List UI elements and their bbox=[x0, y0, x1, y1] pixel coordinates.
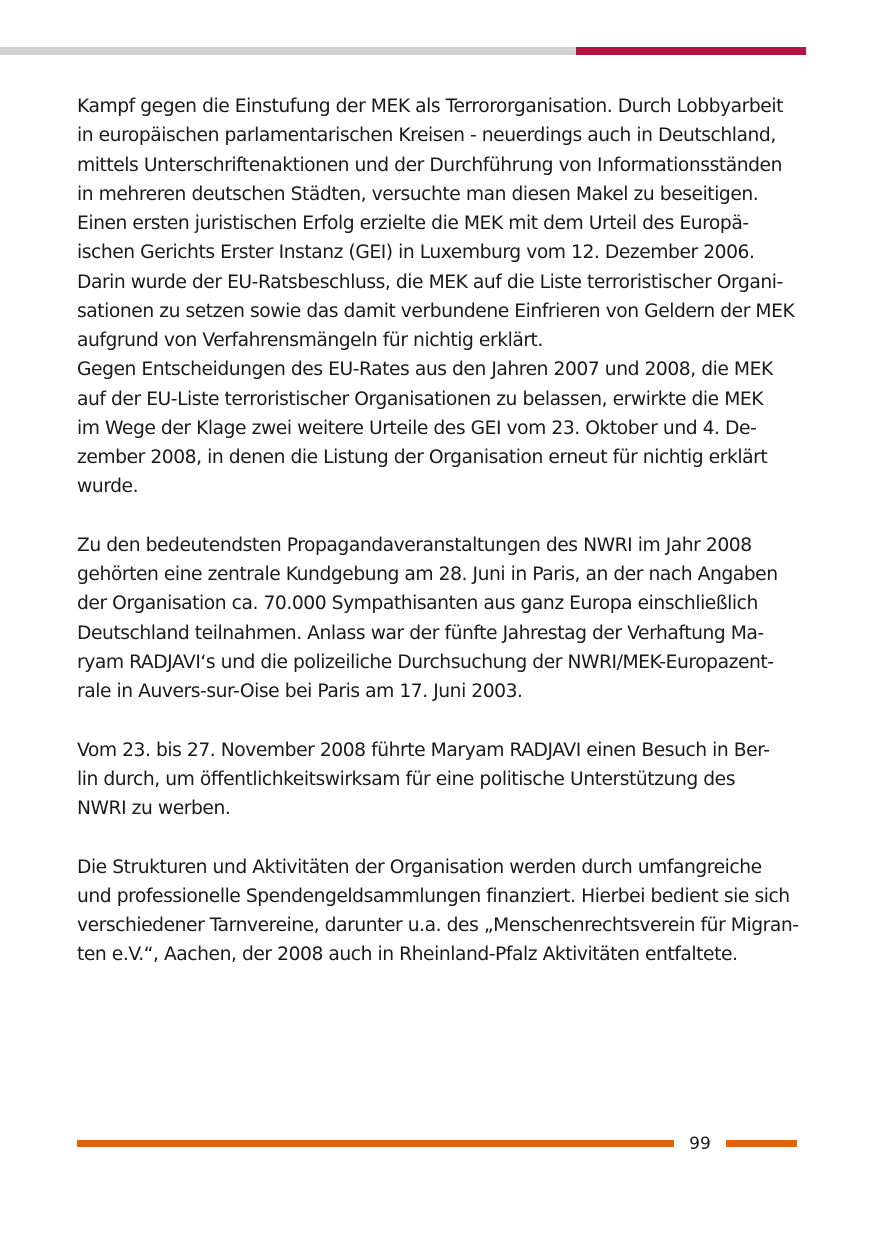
paragraph-spacer bbox=[77, 823, 807, 852]
paragraph-mek-terror-listing bbox=[77, 92, 807, 502]
text-line: zember 2008, in denen die Listung der Organisation erneut für nichtig erklärt bbox=[77, 447, 768, 468]
text-line: lin durch, um öffentlichkeitswirksam für eine politische Unterstützung des bbox=[77, 768, 735, 790]
header-rule-gray bbox=[0, 47, 576, 55]
paragraph-nwri-rally bbox=[77, 531, 807, 707]
paragraph-berlin-visit bbox=[77, 736, 807, 824]
text-line: wurde. bbox=[77, 476, 139, 498]
text-line: Die Strukturen und Aktivitäten der Organisation werden durch umfangreiche bbox=[77, 856, 762, 878]
paragraph-spacer bbox=[77, 502, 807, 531]
text-line: ischen Gerichts Erster Instanz (GEI) in Luxemburg vom 12. Dezember 2006. bbox=[77, 242, 755, 264]
footer-rule-right bbox=[726, 1140, 797, 1147]
text-line: in mehreren deutschen Städten, versuchte man diesen Makel zu beseitigen. bbox=[77, 183, 759, 205]
text-line: in europäischen parlamentarischen Kreisen - neuerdings auch in Deutschland, bbox=[77, 125, 776, 147]
text-line: sationen zu setzen sowie das damit verbundene Einfrieren von Geldern der MEK bbox=[77, 300, 795, 322]
text-line: verschiedener Tarnvereine, darunter u.a. des „Menschenrechtsverein für Migran- bbox=[77, 915, 799, 936]
text-line: Einen ersten juristischen Erfolg erzielte die MEK mit dem Urteil des Europä- bbox=[77, 213, 749, 234]
text-line: Darin wurde der EU-Ratsbeschluss, die MEK auf die Liste terroristischer Organi- bbox=[77, 271, 783, 293]
text-line: im Wege der Klage zwei weitere Urteile des GEI vom 23. Oktober und 4. De- bbox=[77, 417, 757, 439]
text-line: ten e.V.“, Aachen, der 2008 auch in Rheinland-Pfalz Aktivitäten entfaltete. bbox=[77, 944, 738, 966]
text-line: Zu den bedeutendsten Propagandaveranstaltungen des NWRI im Jahr 2008 bbox=[77, 534, 752, 556]
text-line: der Organisation ca. 70.000 Sympathisanten aus ganz Europa einschließlich bbox=[77, 593, 758, 615]
text-line: mittels Unterschriftenaktionen und der Durchführung von Informationsständen bbox=[77, 154, 782, 176]
text-line: Deutschland teilnahmen. Anlass war der fünfte Jahrestag der Verhaftung Ma- bbox=[77, 622, 764, 644]
header-rule-accent bbox=[576, 47, 806, 55]
text-line: auf der EU-Liste terroristischer Organisationen zu belassen, erwirkte die MEK bbox=[77, 388, 764, 410]
page-number: 99 bbox=[689, 1134, 711, 1154]
text-line: NWRI zu werben. bbox=[77, 798, 231, 819]
paragraph-spacer bbox=[77, 706, 807, 735]
text-line: aufgrund von Verfahrensmängeln für nichtig erklärt. bbox=[77, 330, 543, 351]
text-line: und professionelle Spendengeldsammlungen finanziert. Hierbei bedient sie sich bbox=[77, 885, 790, 907]
text-line: rale in Auvers-sur-Oise bei Paris am 17. Juni 2003. bbox=[77, 681, 523, 702]
footer-rule-left bbox=[77, 1140, 674, 1147]
text-line: Kampf gegen die Einstufung der MEK als Terrororganisation. Durch Lobbyarbeit bbox=[77, 96, 783, 117]
text-line: gehörten eine zentrale Kundgebung am 28. Juni in Paris, an der nach Angaben bbox=[77, 564, 778, 585]
text-line: ryam RADJAVI‘s und die polizeiliche Durchsuchung der NWRI/MEK-Europazent- bbox=[77, 651, 774, 673]
body-text bbox=[77, 92, 807, 970]
paragraph-financing bbox=[77, 853, 807, 970]
text-line: Vom 23. bis 27. November 2008 führte Maryam RADJAVI einen Besuch in Ber- bbox=[77, 739, 770, 761]
text-line: Gegen Entscheidungen des EU-Rates aus den Jahren 2007 und 2008, die MEK bbox=[77, 359, 773, 381]
